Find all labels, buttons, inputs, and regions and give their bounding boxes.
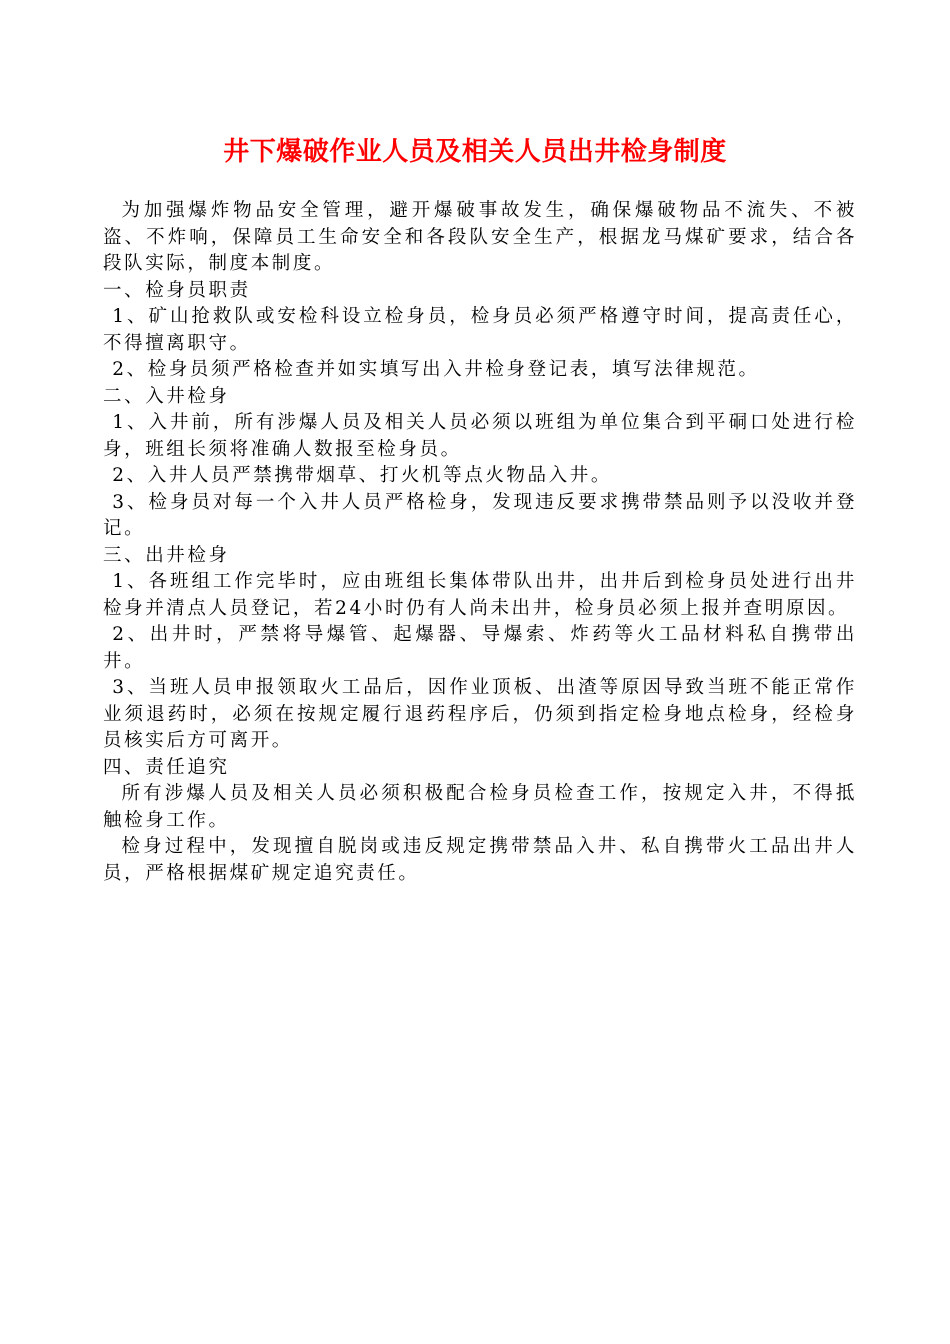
intro-paragraph: 为加强爆炸物品安全管理，避开爆破事故发生，确保爆破物品不流失、不被盗、不炸响，保障员工生命安全和各段队安全生产，根据龙马煤矿要求，结合各段队实际，制度本制度。	[103, 200, 857, 274]
section-heading-accountability: 四、责任追究	[103, 756, 230, 778]
clause-2-1: 1、入井前，所有涉爆人员及相关人员必须以班组为单位集合到平硐口处进行检身，班组长须将准确人数报至检身员。	[103, 412, 857, 460]
clause-1-2: 2、检身员须严格检查并如实填写出入井检身登记表，填写法律规范。	[112, 359, 760, 380]
section-heading-inspector-duties: 一、检身员职责	[103, 279, 251, 301]
clause-2-2: 2、入井人员严禁携带烟草、打火机等点火物品入井。	[112, 465, 612, 486]
section-heading-entry-check: 二、入井检身	[103, 385, 230, 407]
clause-3-1: 1、各班组工作完毕时，应由班组长集体带队出井，出井后到检身员处进行出井检身并清点人员登记，若24小时仍有人尚未出井，检身员必须上报并查明原因。	[103, 571, 857, 619]
clause-3-3: 3、当班人员申报领取火工品后，因作业顶板、出渣等原因导致当班不能正常作业须退药时，必须在按规定履行退药程序后，仍须到指定检身地点检身，经检身员核实后方可离开。	[103, 677, 857, 751]
clause-2-3: 3、检身员对每一个入井人员严格检身，发现违反要求携带禁品则予以没收并登记。	[103, 491, 857, 539]
document-title: 井下爆破作业人员及相关人员出井检身制度	[223, 137, 727, 167]
clause-4-2: 检身过程中，发现擅自脱岗或违反规定携带禁品入井、私自携带火工品出井人员，严格根据煤矿规定追究责任。	[103, 836, 857, 884]
clause-1-1: 1、矿山抢救队或安检科设立检身员，检身员必须严格遵守时间，提高责任心，不得擅离职守。	[103, 306, 857, 354]
document-body	[103, 198, 857, 887]
clause-4-1: 所有涉爆人员及相关人员必须积极配合检身员检查工作，按规定入井，不得抵触检身工作。	[103, 783, 857, 831]
section-heading-exit-check: 三、出井检身	[103, 544, 230, 566]
clause-3-2: 2、出井时，严禁将导爆管、起爆器、导爆索、炸药等火工品材料私自携带出井。	[103, 624, 857, 672]
